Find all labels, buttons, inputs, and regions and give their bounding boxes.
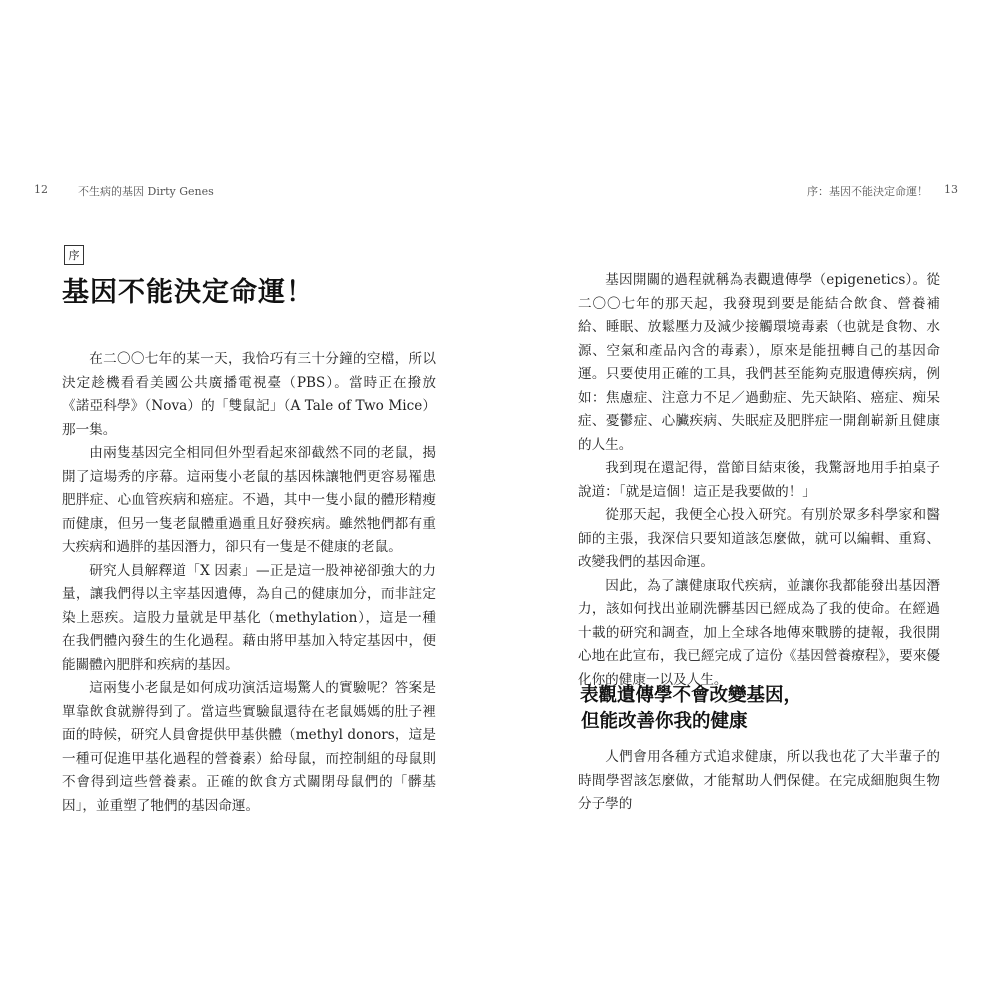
- paragraph: 基因開關的過程就稱為表觀遺傳學（epigenetics）。從二〇〇七年的那天起，我發現到要是能結合飲食、營養補給、睡眠、放鬆壓力及減少接觸環境毒素（也就是食物、水源、空氣和產品內含的毒素），原來是能扭轉自己的基因命運。只要使用正確的工具，我們甚至能夠克服遺傳疾病，例如：焦慮症、注意力不足／過動症、先天缺陷、癌症、痴呆症、憂鬱症、心臟疾病、失眠症及肥胖症一開創嶄新且健康的人生。: [578, 272, 940, 453]
- running-head: 序：基因不能決定命運！: [807, 185, 928, 198]
- section-heading: [580, 683, 802, 735]
- paragraph: 因此，為了讓健康取代疾病，並讓你我都能發出基因潛力，該如何找出並刷洗髒基因已經成為了我的使命。在經過十載的研究和調查，加上全球各地傳來戰勝的捷報，我很開心地在此宣布，我已經完成了這份《基因營養療程》，要來優化你的健康一以及人生。: [578, 577, 940, 688]
- page-number: 13: [944, 183, 958, 196]
- page-number: 12: [34, 183, 48, 196]
- section-heading-line: 表觀遺傳學不會改變基因，: [580, 685, 803, 706]
- right-page: [500, 0, 1000, 1000]
- paragraph: 我到現在還記得，當節目結束後，我驚訝地用手拍桌子說道：「就是這個！這正是我要做的！」: [578, 460, 940, 500]
- chapter-label: 序: [64, 245, 84, 265]
- body-text: [578, 269, 940, 692]
- chapter-title: 基因不能決定命運！: [62, 277, 314, 308]
- paragraph: 由兩隻基因完全相同但外型看起來卻截然不同的老鼠，揭開了這場秀的序幕。這兩隻小老鼠的基因株讓牠們更容易罹患肥胖症、心血管疾病和癌症。不過，其中一隻小鼠的體形精瘦而健康，但另一隻老鼠體重過重且好發疾病。雖然牠們都有重大疾病和過胖的基因潛力，卻只有一隻是不健康的老鼠。: [62, 445, 436, 555]
- body-text: [62, 348, 436, 818]
- paragraph: 研究人員解釋道「X 因素」—正是這一股神祕卻強大的力量，讓我們得以主宰基因遺傳，為自己的健康加分，而非註定染上惡疾。這股力量就是甲基化（methylation），這是一種在我們體內發生的生化過程。藉由將甲基加入特定基因中，便能關體內肥胖和疾病的基因。: [62, 562, 436, 673]
- body-text: [578, 746, 940, 817]
- paragraph: 人們會用各種方式追求健康，所以我也花了大半輩子的時間學習該怎麼做，才能幫助人們保健。在完成細胞與生物分子學的: [578, 749, 940, 812]
- paragraph: 這兩隻小老鼠是如何成功演活這場驚人的實驗呢？答案是單靠飲食就辦得到了。當這些實驗鼠還待在老鼠媽媽的肚子裡面的時候，研究人員會提供甲基供體（methyl donors，這是一種可促進甲基化過程的營養素）給母鼠，而控制組的母鼠則不會得到這些營養素。正確的飲食方式關閉母鼠們的「髒基因」，並重塑了牠們的基因命運。: [62, 680, 436, 814]
- paragraph: 從那天起，我便全心投入研究。有別於眾多科學家和醫師的主張，我深信只要知道該怎麼做，就可以編輯、重寫、改變我們的基因命運。: [578, 507, 940, 570]
- running-head: 不生病的基因 Dirty Genes: [78, 185, 214, 198]
- section-heading-line: 但能改善你我的健康: [581, 711, 748, 732]
- paragraph: 在二〇〇七年的某一天，我恰巧有三十分鐘的空檔，所以決定趁機看看美國公共廣播電視臺（PBS）。當時正在撥放《諾亞科學》（Nova）的「雙鼠記」（A Tale of Two Mice）那一集。: [62, 351, 436, 438]
